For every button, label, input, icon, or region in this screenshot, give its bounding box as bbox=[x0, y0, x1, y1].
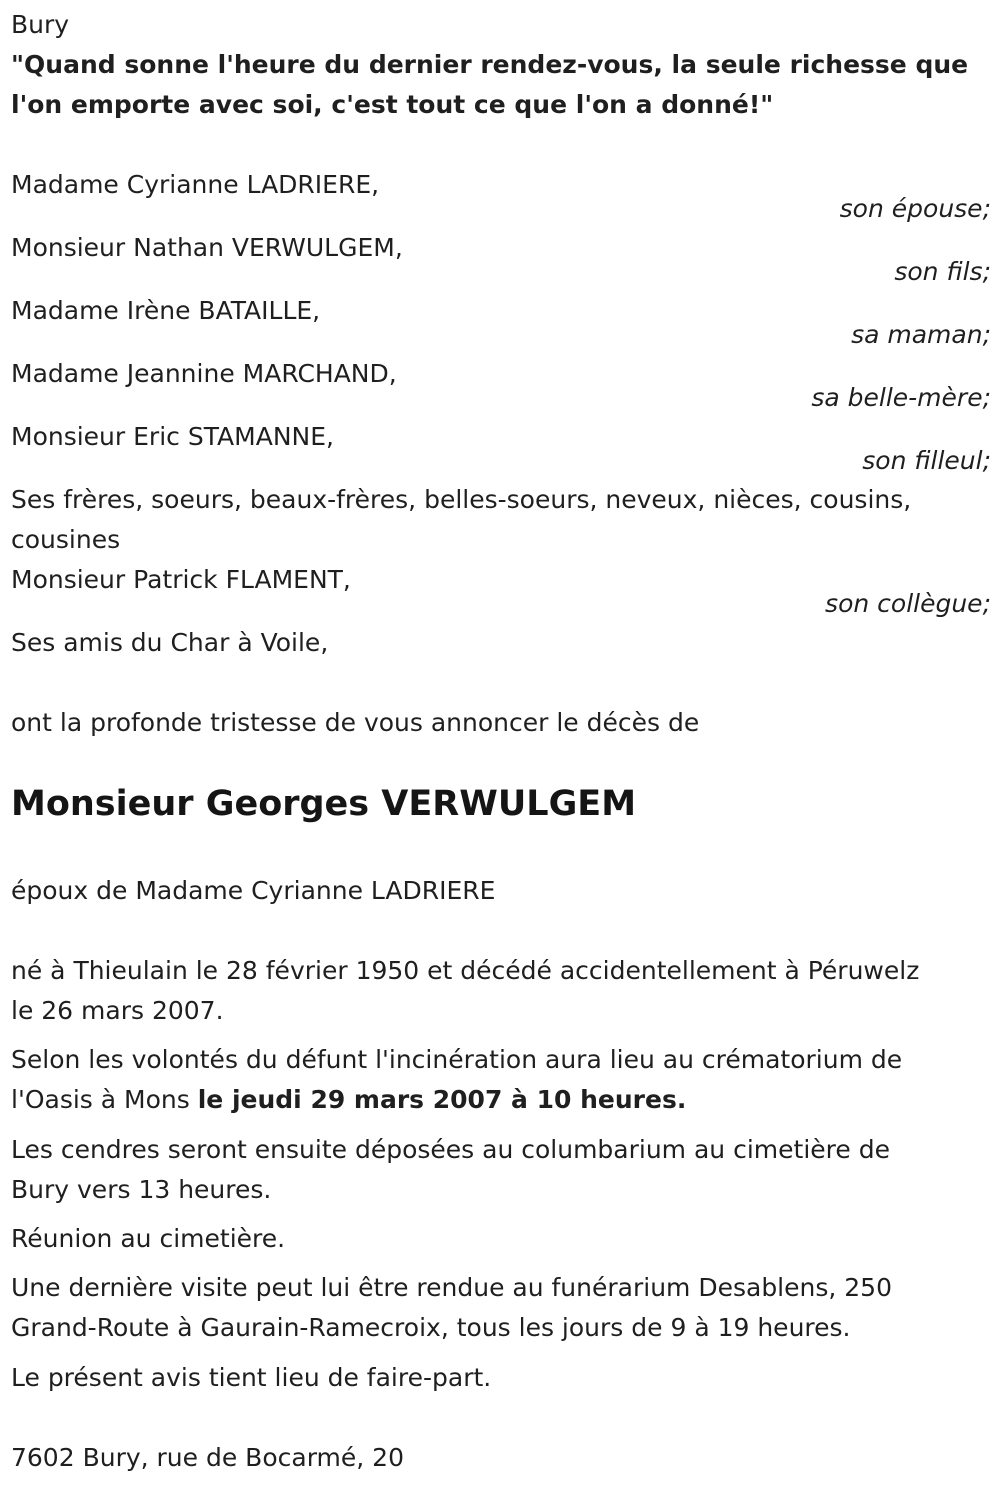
ashes-line-1: Les cendres seront ensuite déposées au columbarium au cimetière de bbox=[11, 1135, 890, 1164]
deceased-name: Monsieur Georges VERWULGEM bbox=[11, 784, 637, 824]
place-heading: Bury bbox=[11, 10, 70, 39]
ceremony-line-1: Selon les volontés du défunt l'incinération aura lieu au crématorium de bbox=[11, 1045, 903, 1074]
address-line: 7602 Bury, rue de Bocarmé, 20 bbox=[11, 1443, 404, 1472]
family-member-relation: sa belle-mère; bbox=[811, 383, 991, 412]
meeting-line: Réunion au cimetière. bbox=[11, 1224, 286, 1253]
visit-line-2: Grand-Route à Gaurain-Ramecroix, tous les jours de 9 à 19 heures. bbox=[11, 1313, 851, 1342]
ceremony-line-2 bbox=[11, 1085, 686, 1115]
family-member-relation: sa maman; bbox=[851, 320, 991, 349]
friends-line: Ses amis du Char à Voile, bbox=[11, 628, 329, 657]
quote-line-1: "Quand sonne l'heure du dernier rendez-vous, la seule richesse que bbox=[11, 50, 969, 79]
colleague-name: Monsieur Patrick FLAMENT, bbox=[11, 565, 351, 594]
colleague-relation: son collègue; bbox=[825, 589, 991, 618]
family-member-relation: son épouse; bbox=[839, 194, 991, 223]
quote-line-2: l'on emporte avec soi, c'est tout ce que l'on a donné!" bbox=[11, 90, 774, 119]
family-member-name: Madame Irène BATAILLE, bbox=[11, 296, 321, 325]
family-member-name: Monsieur Nathan VERWULGEM, bbox=[11, 233, 403, 262]
family-member-name: Madame Cyrianne LADRIERE, bbox=[11, 170, 380, 199]
birth-death-line-2: le 26 mars 2007. bbox=[11, 996, 224, 1025]
notice-line: Le présent avis tient lieu de faire-part. bbox=[11, 1363, 492, 1392]
ceremony-location: l'Oasis à Mons bbox=[11, 1085, 190, 1114]
family-member-name: Madame Jeannine MARCHAND, bbox=[11, 359, 397, 388]
ceremony-date-time: le jeudi 29 mars 2007 à 10 heures. bbox=[197, 1085, 687, 1114]
announcement-line: ont la profonde tristesse de vous annoncer le décès de bbox=[11, 708, 700, 737]
family-member-relation: son filleul; bbox=[862, 446, 991, 475]
birth-death-line-1: né à Thieulain le 28 février 1950 et décédé accidentellement à Péruwelz bbox=[11, 956, 920, 985]
visit-line-1: Une dernière visite peut lui être rendue au funérarium Desablens, 250 bbox=[11, 1273, 892, 1302]
family-member-name: Monsieur Eric STAMANNE, bbox=[11, 422, 334, 451]
family-member-relation: son fils; bbox=[894, 257, 991, 286]
extended-family-line-1: Ses frères, soeurs, beaux-frères, belles-soeurs, neveux, nièces, cousins, bbox=[11, 485, 912, 514]
ashes-line-2: Bury vers 13 heures. bbox=[11, 1175, 272, 1204]
extended-family-line-2: cousines bbox=[11, 525, 121, 554]
spouse-line: époux de Madame Cyrianne LADRIERE bbox=[11, 876, 496, 905]
